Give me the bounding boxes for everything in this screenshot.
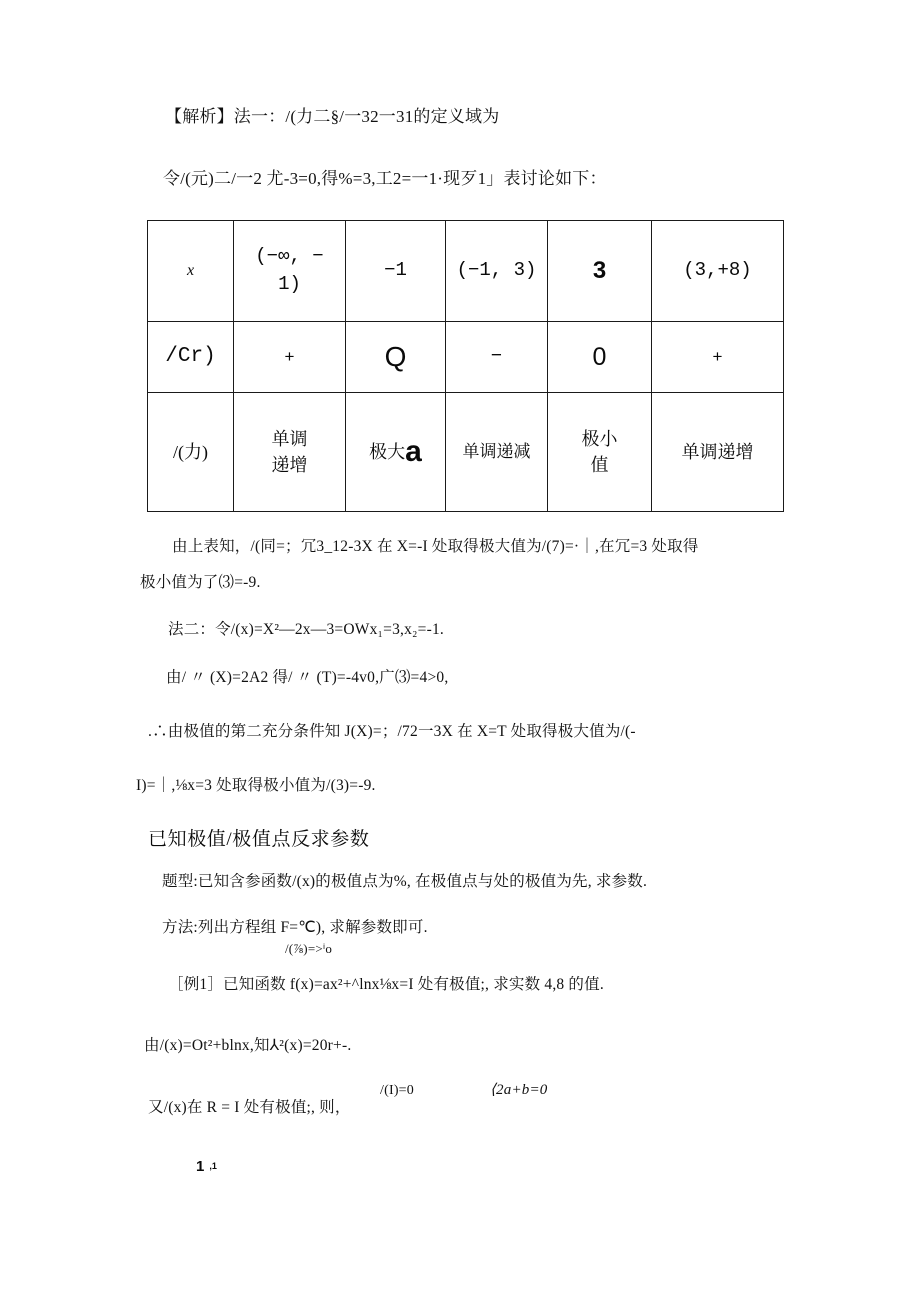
method-two-line: 法二：令/(x)=X²—2x—3=OWx₁=3,x₂=-1. bbox=[168, 621, 444, 638]
table-cell-sign-2: Q bbox=[346, 322, 446, 393]
table-cell-x-label: x bbox=[148, 221, 234, 322]
page-number-suffix: ,1 bbox=[209, 1161, 217, 1171]
method-sub-line: /(⅞)=>ⁱo bbox=[285, 941, 333, 956]
page-number bbox=[196, 1158, 217, 1175]
section-heading: 已知极值/极值点反求参数 bbox=[148, 829, 370, 850]
table-cell-interval-2: (−1, 3) bbox=[446, 221, 548, 322]
table-cell-behavior-1 bbox=[234, 393, 346, 512]
example-line: ［例1］已知函数 f(x)=ax²+^lnx⅛x=I 处有极值;, 求实数 4,8 的值. bbox=[168, 976, 604, 993]
problem-type-line: 题型:已知含参函数/(x)的极值点为%, 在极值点与处的极值为先, 求参数. bbox=[162, 873, 648, 890]
table-cell-sign-4: 0 bbox=[548, 322, 652, 393]
monotonicity-table-wrapper bbox=[147, 220, 783, 512]
table-cell-function-label: /(力) bbox=[148, 393, 234, 512]
second-derivative-line: 由/ 〃 (X)=2A2 得/ 〃 (T)=-4v0,广⑶=4>0, bbox=[166, 669, 449, 686]
interval-1-bottom: 1) bbox=[278, 273, 301, 295]
analysis-line: 【解析】法一：/(力二§/一32一31的定义域为 bbox=[165, 107, 500, 126]
again-line: 又/(x)在 R = I 处有极值;, 则， bbox=[148, 1099, 351, 1116]
local-max-text: 极大 bbox=[369, 442, 406, 463]
equation-fragment-2ab: ⟨2a+b=0 bbox=[490, 1082, 548, 1098]
behavior-1-bottom: 递增 bbox=[271, 455, 308, 475]
method-line: 方法:列出方程组 F=℃), 求解参数即可. bbox=[162, 919, 428, 936]
table-cell-interval-3: (3,+8) bbox=[652, 221, 784, 322]
let-equation-line: 令/(元)二/一2 尤-3=0,得%=3,工2=一1·现歹1」表讨论如下： bbox=[163, 169, 607, 188]
behavior-1-top: 单调 bbox=[271, 428, 308, 449]
table-cell-local-max bbox=[346, 393, 446, 512]
table-cell-point-1: −1 bbox=[346, 221, 446, 322]
table-cell-sign-3: − bbox=[446, 322, 548, 393]
conclusion-line-1: 由上表知，/(同=；冗3_12-3X 在 X=-I 处取得极大值为/(7)=·｜,在冗=3 处取得 bbox=[172, 538, 699, 555]
conclusion-line-2: 极小值为了⑶=-9. bbox=[140, 574, 261, 591]
page-number-value: 1 bbox=[196, 1158, 205, 1175]
second-condition-line-2: I)=｜,⅛x=3 处取得极小值为/(3)=-9. bbox=[136, 777, 376, 794]
local-min-bottom: 值 bbox=[590, 455, 609, 475]
equation-fragment-f1: /(I)=0 bbox=[380, 1083, 414, 1098]
monotonicity-table bbox=[147, 220, 784, 512]
table-cell-sign-1: + bbox=[234, 322, 346, 393]
table-cell-behavior-2: 单调递减 bbox=[446, 393, 548, 512]
table-cell-behavior-3: 单调递增 bbox=[652, 393, 784, 512]
table-row bbox=[148, 322, 784, 393]
table-cell-point-2: 3 bbox=[548, 221, 652, 322]
table-cell-sign-5: + bbox=[652, 322, 784, 393]
local-max-accent: a bbox=[405, 435, 422, 469]
derivation-line: 由/(x)=Ot²+blnx,知⅄²(x)=20r+-. bbox=[144, 1037, 352, 1054]
local-min-top: 极小 bbox=[581, 428, 618, 449]
table-row bbox=[148, 393, 784, 512]
table-row bbox=[148, 221, 784, 322]
table-cell-interval-1 bbox=[234, 221, 346, 322]
table-cell-derivative-label: /Cr) bbox=[148, 322, 234, 393]
interval-1-top: (−∞, − bbox=[255, 245, 324, 268]
table-cell-local-min bbox=[548, 393, 652, 512]
second-condition-line-1: .∴由极值的第二充分条件知 J(X)=；/72一3X 在 X=T 处取得极大值为/(- bbox=[148, 723, 636, 740]
